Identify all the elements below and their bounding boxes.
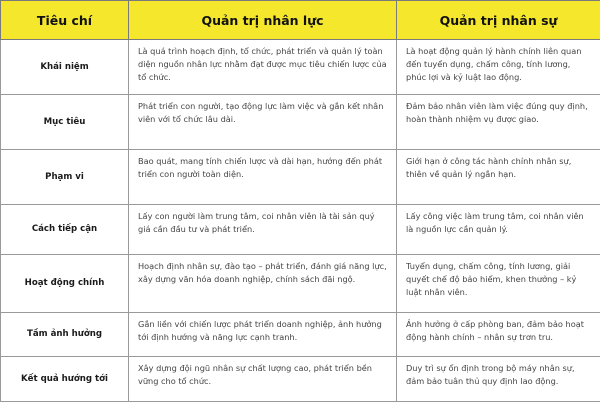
header-pm: Quản trị nhân sự — [397, 1, 600, 40]
criterion-cell: Mục tiêu — [1, 95, 129, 150]
hrm-cell: Lấy con người làm trung tâm, coi nhân viên là tài sản quý giá cần đầu tư và phát triển. — [129, 205, 397, 255]
criterion-cell: Cách tiếp cận — [1, 205, 129, 255]
criterion-cell: Khái niệm — [1, 40, 129, 95]
pm-cell: Giới hạn ở công tác hành chính nhân sự, thiên về quản lý ngắn hạn. — [397, 150, 600, 205]
table-row — [1, 40, 600, 95]
pm-cell: Lấy công việc làm trung tâm, coi nhân viên là nguồn lực cần quản lý. — [397, 205, 600, 255]
criterion-cell: Hoạt động chính — [1, 255, 129, 313]
header-hrm: Quản trị nhân lực — [129, 1, 397, 40]
table-row — [1, 95, 600, 150]
header-row — [1, 1, 600, 40]
pm-cell: Ảnh hưởng ở cấp phòng ban, đảm bảo hoạt động hành chính – nhân sự trơn tru. — [397, 313, 600, 357]
hrm-cell: Gắn liền với chiến lược phát triển doanh nghiệp, ảnh hưởng tới định hướng và năng lực cạnh tranh. — [129, 313, 397, 357]
pm-cell: Đảm bảo nhân viên làm việc đúng quy định, hoàn thành nhiệm vụ được giao. — [397, 95, 600, 150]
pm-cell: Là hoạt động quản lý hành chính liên quan đến tuyển dụng, chấm công, tính lương, phúc lợi và kỷ luật lao động. — [397, 40, 600, 95]
criterion-cell: Tầm ảnh hưởng — [1, 313, 129, 357]
table-row — [1, 313, 600, 357]
hrm-cell: Phát triển con người, tạo động lực làm việc và gắn kết nhân viên với tổ chức lâu dài. — [129, 95, 397, 150]
table-row — [1, 357, 600, 402]
hrm-cell: Là quá trình hoạch định, tổ chức, phát triển và quản lý toàn diện nguồn nhân lực nhằm đạt được mục tiêu chiến lược của tổ chức. — [129, 40, 397, 95]
table-row — [1, 205, 600, 255]
criterion-cell: Kết quả hướng tới — [1, 357, 129, 402]
hrm-cell: Hoạch định nhân sự, đào tạo – phát triển, đánh giá năng lực, xây dựng văn hóa doanh nghiệp, chính sách đãi ngộ. — [129, 255, 397, 313]
pm-cell: Duy trì sự ổn định trong bộ máy nhân sự, đảm bảo tuân thủ quy định lao động. — [397, 357, 600, 402]
header-criteria: Tiêu chí — [1, 1, 129, 40]
hrm-cell: Bao quát, mang tính chiến lược và dài hạn, hướng đến phát triển con người toàn diện. — [129, 150, 397, 205]
criterion-cell: Phạm vi — [1, 150, 129, 205]
table-row — [1, 150, 600, 205]
table-row — [1, 255, 600, 313]
pm-cell: Tuyển dụng, chấm công, tính lương, giải quyết chế độ bảo hiểm, khen thưởng – kỷ luật nhân viên. — [397, 255, 600, 313]
hrm-cell: Xây dựng đội ngũ nhân sự chất lượng cao, phát triển bền vững cho tổ chức. — [129, 357, 397, 402]
